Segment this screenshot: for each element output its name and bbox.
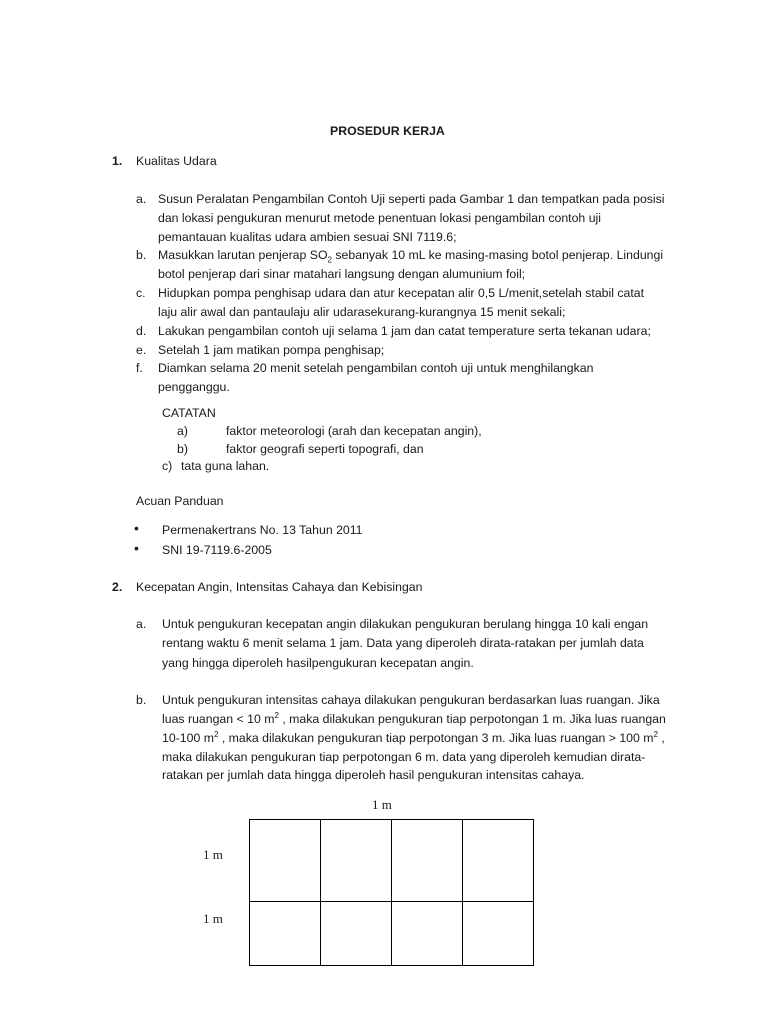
item-marker: e. bbox=[136, 343, 147, 357]
grid-line-vertical bbox=[462, 820, 463, 965]
item-text: pengganggu. bbox=[158, 380, 230, 394]
item-marker: d. bbox=[136, 324, 147, 338]
catatan-marker: b) bbox=[177, 442, 188, 456]
item-text: Masukkan larutan penjerap $SO_2$ sebanyak 10 mL ke masing-masing botol penjerap. Lindungi bbox=[158, 248, 664, 265]
item-text: Untuk pengukuran intensitas cahaya dilakukan pengukuran berdasarkan luas ruangan. Jika bbox=[162, 693, 660, 707]
acuan-item: SNI 19-7119.6-2005 bbox=[162, 543, 272, 557]
item-text: luas ruangan < 10 $m^2$ , maka dilakukan pengukuran tiap perpotongan 1 m. Jika luas ruangan bbox=[162, 710, 666, 726]
item-marker: c. bbox=[136, 286, 146, 300]
section-1-number: 1. bbox=[112, 154, 123, 168]
catatan-label: CATATAN bbox=[162, 406, 216, 420]
item-marker: a. bbox=[136, 192, 147, 206]
item-text: rentang waktu 6 menit selama 1 jam. Data yang diperoleh dirata-ratakan per jumlah data bbox=[162, 636, 644, 650]
item-text: botol penjerap dari sinar matahari langsung dengan alumunium foil; bbox=[158, 267, 526, 281]
item-text: Setelah 1 jam matikan pompa penghisap; bbox=[158, 343, 385, 357]
acuan-item: Permenakertrans No. 13 Tahun 2011 bbox=[162, 523, 363, 537]
item-text: yang hingga diperoleh hasilpengukuran kecepatan angin. bbox=[162, 656, 474, 670]
catatan-marker: a) bbox=[177, 424, 188, 438]
item-text: 10-100 $m^2$ , maka dilakukan pengukuran tiap perpotongan 3 m. Jika luas ruangan > 100 $m^2$ , bbox=[162, 729, 665, 745]
acuan-label: Acuan Panduan bbox=[136, 494, 224, 508]
grid-row-label: 1 m bbox=[203, 911, 223, 926]
measurement-grid bbox=[249, 819, 534, 966]
catatan-text: faktor meteorologi (arah dan kecepatan angin), bbox=[226, 424, 482, 438]
item-marker: a. bbox=[136, 617, 147, 631]
item-text: dan lokasi pengukuran menurut metode penentuan lokasi pengambilan contoh uji bbox=[158, 211, 601, 225]
bullet-icon: • bbox=[134, 520, 139, 536]
item-text: maka dilakukan pengukuran tiap perpotongan 6 m. data yang diperoleh kemudian dirata- bbox=[162, 750, 646, 764]
item-marker: b. bbox=[136, 248, 147, 262]
item-text: ratakan per jumlah data hingga diperoleh hasil pengukuran intensitas cahaya. bbox=[162, 768, 585, 782]
grid-line-vertical bbox=[320, 820, 321, 965]
item-text: pemantauan kualitas udara ambien sesuai SNI 7119.6; bbox=[158, 230, 457, 244]
grid-top-label: 1 m bbox=[372, 797, 392, 812]
grid-line-vertical bbox=[391, 820, 392, 965]
section-2-heading: Kecepatan Angin, Intensitas Cahaya dan Kebisingan bbox=[136, 580, 423, 594]
catatan-text: tata guna lahan. bbox=[181, 459, 270, 473]
item-text: Diamkan selama 20 menit setelah pengambilan contoh uji untuk menghilangkan bbox=[158, 361, 594, 375]
catatan-text: faktor geografi seperti topografi, dan bbox=[226, 442, 424, 456]
section-1-heading: Kualitas Udara bbox=[136, 154, 217, 168]
section-2-number: 2. bbox=[112, 580, 123, 594]
page-title: PROSEDUR KERJA bbox=[330, 124, 445, 138]
grid-row-label: 1 m bbox=[203, 847, 223, 862]
item-text: Lakukan pengambilan contoh uji selama 1 jam dan catat temperature serta tekanan udara; bbox=[158, 324, 651, 338]
bullet-icon: • bbox=[134, 540, 139, 556]
item-text: Hidupkan pompa penghisap udara dan atur kecepatan alir 0,5 L/menit,setelah stabil catat bbox=[158, 286, 645, 300]
item-text: Susun Peralatan Pengambilan Contoh Uji seperti pada Gambar 1 dan tempatkan pada posisi bbox=[158, 192, 665, 206]
catatan-marker: c) bbox=[162, 459, 173, 473]
item-text: laju alir awal dan pantaulaju alir udarasekurang-kurangnya 15 menit sekali; bbox=[158, 305, 566, 319]
item-text: Untuk pengukuran kecepatan angin dilakukan pengukuran berulang hingga 10 kali engan bbox=[162, 617, 649, 631]
item-marker: f. bbox=[136, 361, 143, 375]
item-marker: b. bbox=[136, 693, 147, 707]
